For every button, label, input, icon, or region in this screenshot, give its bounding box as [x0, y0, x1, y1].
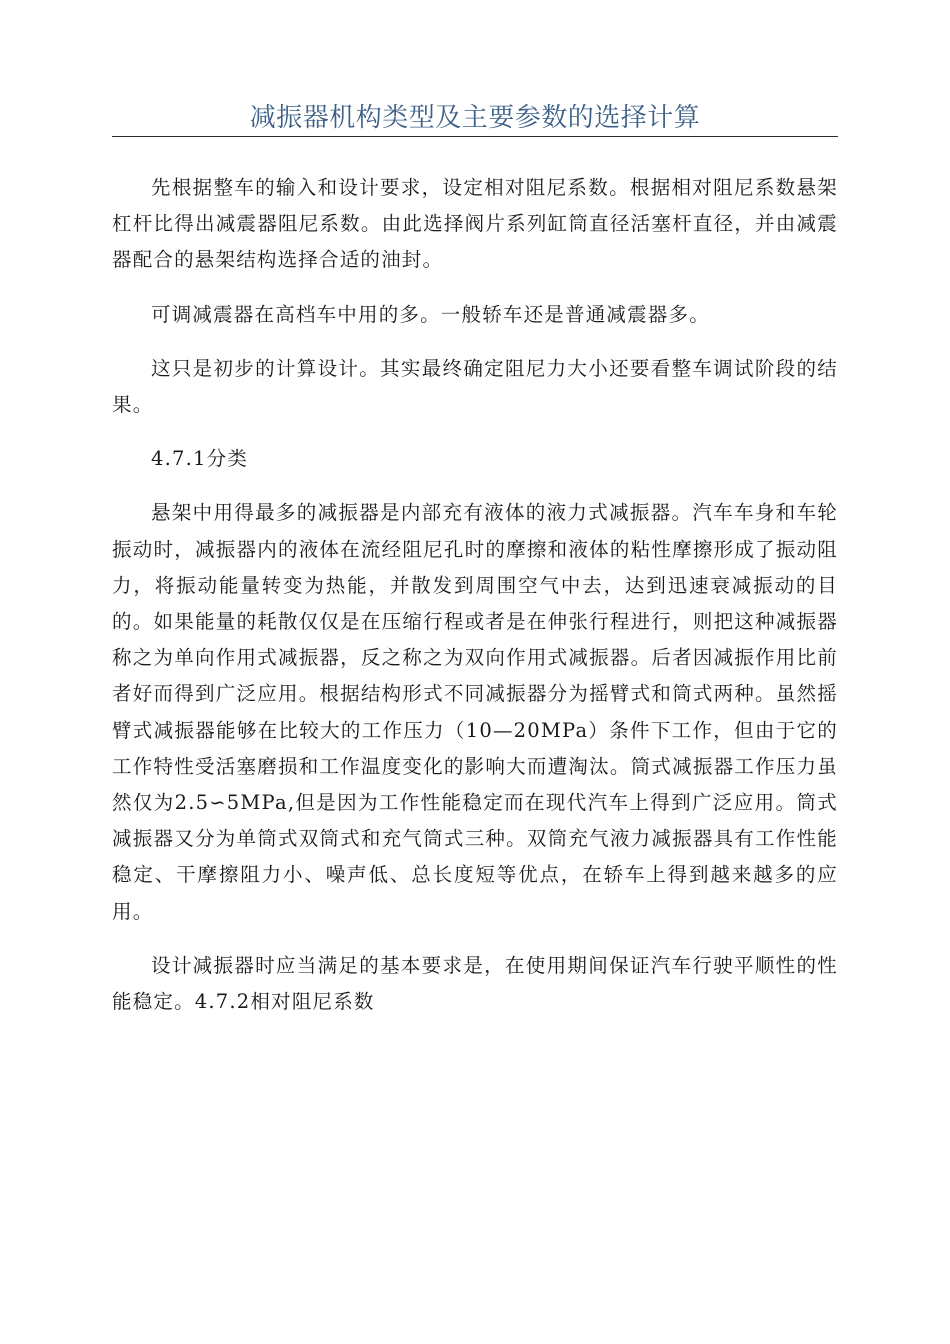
paragraph-classification: 悬架中用得最多的减振器是内部充有液体的液力式减振器。汽车车身和车轮振动时，减振器内的液体在流经阻尼孔时的摩擦和液体的粘性摩擦形成了振动阻力，将振动能量转变为热能，并散发到周围空气中去，达到迅速衰减振动的目的。如果能量的耗散仅仅是在压缩行程或者是在伸张行程进行，则把这种减振器称之为单向作用式减振器，反之称之为双向作用式减振器。后者因减振作用比前者好而得到广泛应用。根据结构形式不同减振器分为摇臂式和筒式两种。虽然摇臂式减振器能够在比较大的工作压力（10—20MPa）条件下工作，但由于它的工作特性受活塞磨损和工作温度变化的影响大而遭淘汰。筒式减振器工作压力虽然仅为2.5∽5MPa,但是因为工作性能稳定而在现代汽车上得到广泛应用。筒式减振器又分为单筒式双筒式和充气筒式三种。双筒充气液力减振器具有工作性能稳定、干摩擦阻力小、噪声低、总长度短等优点，在轿车上得到越来越多的应用。 — [112, 501, 838, 923]
document-title: 减振器机构类型及主要参数的选择计算 — [249, 103, 701, 133]
title-underline — [112, 136, 838, 137]
paragraph-intro: 先根据整车的输入和设计要求，设定相对阻尼系数。根据相对阻尼系数悬架杠杆比得出减震器阻尼系数。由此选择阀片系列缸筒直径活塞杆直径，并由减震器配合的悬架结构选择合适的油封。 — [112, 176, 838, 272]
document-body — [112, 170, 838, 1020]
paragraph-preliminary: 这只是初步的计算设计。其实最终确定阻尼力大小还要看整车调试阶段的结果。 — [112, 356, 838, 417]
paragraph-requirements: 设计减振器时应当满足的基本要求是，在使用期间保证汽车行驶平顺性的性能稳定。4.7.2相对阻尼系数 — [112, 953, 838, 1014]
paragraph-adjustable: 可调减震器在高档车中用的多。一般轿车还是普通减震器多。 — [151, 302, 710, 326]
section-heading-classification: 4.7.1分类 — [151, 447, 249, 471]
